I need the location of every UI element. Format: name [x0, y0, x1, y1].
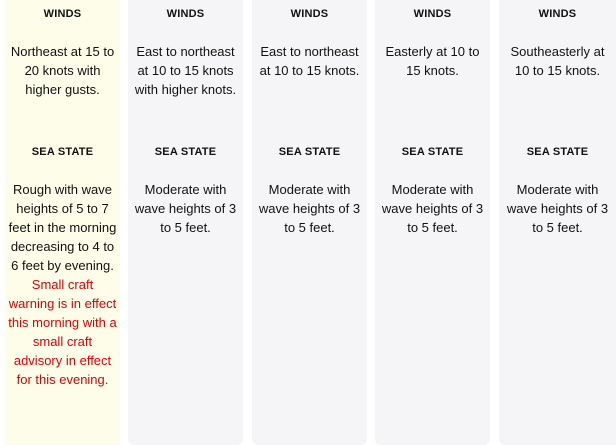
winds-text: East to northeast at 10 to 15 knots. — [259, 44, 360, 78]
winds-text: Easterly at 10 to 15 knots. — [385, 44, 480, 78]
sea-state-heading: SEA STATE — [278, 146, 341, 158]
winds-heading: WINDS — [166, 8, 205, 20]
winds-text: Northeast at 15 to 20 knots with higher gusts. — [10, 44, 115, 97]
forecast-column-day-2 — [128, 0, 243, 445]
winds-heading: WINDS — [290, 8, 329, 20]
sea-state-text: Moderate with wave heights of 3 to 5 feet. — [381, 182, 484, 235]
forecast-column-day-4 — [375, 0, 490, 445]
sea-state-text: Moderate with wave heights of 3 to 5 feet. — [258, 182, 361, 235]
sea-state-text: Moderate with wave heights of 3 to 5 feet. — [506, 182, 609, 235]
small-craft-warning: Small craft warning is in effect this morning with a small craft advisory in effect for this evening. — [8, 277, 117, 387]
forecast-column-day-3 — [252, 0, 367, 445]
winds-heading: WINDS — [538, 8, 577, 20]
sea-state-heading: SEA STATE — [526, 146, 589, 158]
winds-text: Southeasterly at 10 to 15 knots. — [510, 44, 605, 78]
sea-state-heading: SEA STATE — [31, 146, 94, 158]
sea-state-text-block — [8, 180, 117, 389]
sea-state-heading: SEA STATE — [401, 146, 464, 158]
winds-heading: WINDS — [43, 8, 82, 20]
winds-text: East to northeast at 10 to 15 knots with higher knots. — [134, 44, 237, 97]
sea-state-text: Rough with wave heights of 5 to 7 feet in the morning decreasing to 4 to 6 feet by evening. — [8, 182, 117, 273]
sea-state-heading: SEA STATE — [154, 146, 217, 158]
forecast-column-today — [5, 0, 120, 445]
winds-heading: WINDS — [413, 8, 452, 20]
forecast-column-day-5 — [499, 0, 616, 445]
sea-state-text: Moderate with wave heights of 3 to 5 feet. — [134, 182, 237, 235]
